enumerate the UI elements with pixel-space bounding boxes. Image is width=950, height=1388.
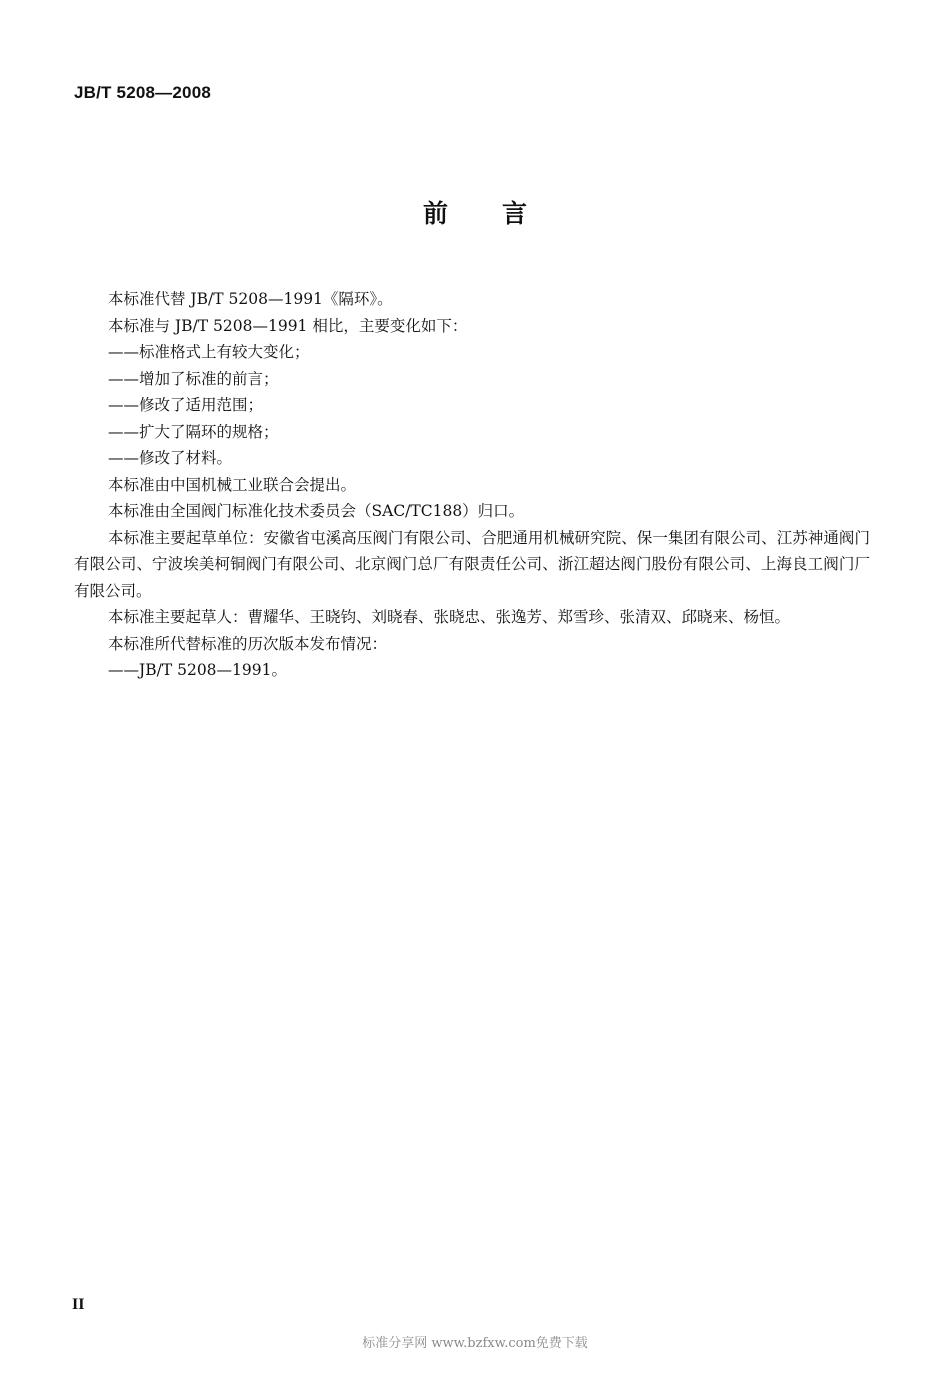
change-item: ——扩大了隔环的规格； [108, 422, 279, 441]
paragraph-history-intro: 本标准所代替标准的历次版本发布情况： [108, 634, 388, 653]
change-item: ——标准格式上有较大变化； [108, 343, 310, 361]
footer-watermark: 标准分享网 www.bzfxw.com免费下载 [362, 1336, 588, 1351]
page-title [0, 194, 950, 230]
paragraph-drafting-units: 本标准主要起草单位：安徽省屯溪高压阀门有限公司、合肥通用机械研究院、保一集团有限公司、江苏神通阀门有限公司、宁波埃美柯铜阀门有限公司、北京阀门总厂有限责任公司、浙江超达阀门股份有限公司、上海良工阀门厂有限公司。 [74, 528, 870, 600]
preface-body [74, 286, 870, 684]
title-char-2: 言 [502, 199, 528, 228]
page-number: II [72, 1296, 85, 1313]
paragraph-administered-by: 本标准由全国阀门标准化技术委员会（SAC/TC188）归口。 [108, 502, 525, 520]
paragraph-proposed-by: 本标准由中国机械工业联合会提出。 [108, 475, 357, 494]
change-item: ——修改了适用范围； [108, 396, 264, 414]
paragraph-changes-intro: 本标准与 JB/T 5208—1991 相比，主要变化如下： [108, 316, 468, 335]
paragraph-replaces: 本标准代替 JB/T 5208—1991《隔环》。 [108, 290, 393, 308]
document-code: JB/T 5208—2008 [74, 83, 211, 102]
change-item: ——修改了材料。 [108, 449, 233, 467]
change-item: ——增加了标准的前言； [108, 369, 279, 388]
paragraph-drafters: 本标准主要起草人：曹耀华、王晓钧、刘晓春、张晓忠、张逸芳、郑雪珍、张清双、邱晓来、杨恒。 [108, 608, 791, 626]
history-item: ——JB/T 5208—1991。 [108, 661, 287, 679]
title-char-1: 前 [422, 199, 448, 228]
